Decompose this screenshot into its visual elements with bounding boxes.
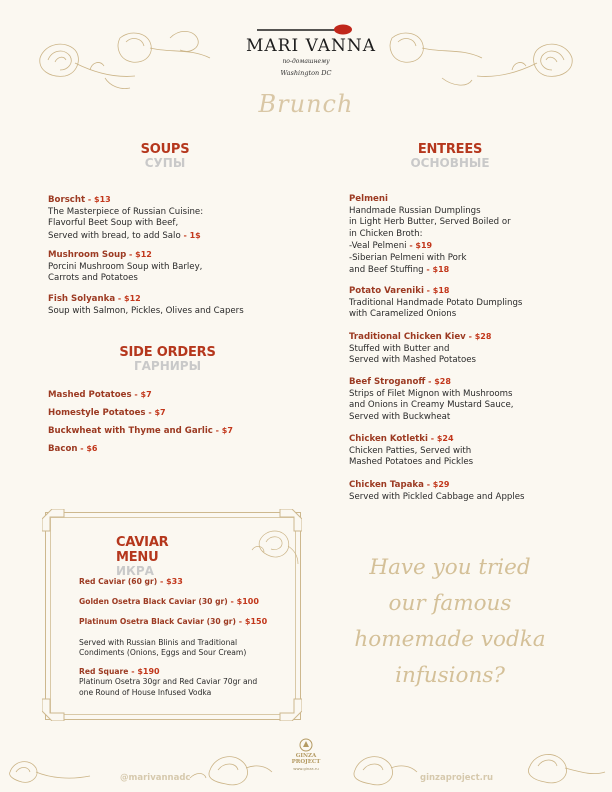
side-orders-title: SIDE ORDERS bbox=[119, 345, 216, 360]
floral-decoration-bottom-left bbox=[0, 742, 280, 792]
logo-city: Washington DC bbox=[280, 69, 332, 77]
item-name: Red Caviar (60 gr) bbox=[79, 577, 158, 586]
ginza-project-logo bbox=[285, 738, 327, 771]
item-desc: Stuffed with Butter and bbox=[349, 343, 450, 354]
item-desc: Served with Mashed Potatoes bbox=[349, 355, 477, 365]
item-option-price: $19 bbox=[415, 241, 433, 250]
item-price: $29 bbox=[432, 480, 450, 489]
item-desc: Flavorful Beet Soup with Beef, bbox=[48, 218, 179, 228]
ginza-crest-icon bbox=[299, 738, 313, 752]
floral-decoration-top-right bbox=[372, 18, 592, 98]
promo-line: homemade vodka bbox=[354, 627, 546, 652]
ginza-url: www.ginza.ru bbox=[293, 766, 319, 771]
item-price: $190 bbox=[137, 667, 160, 676]
caviar-served-with bbox=[79, 638, 246, 659]
menu-item: Beef Stroganoff - $28 Strips of Filet Mignon with Mushrooms and Onions in Creamy Mustard Sauce, Served with Buckwheat bbox=[349, 377, 514, 422]
item-name: Bacon bbox=[48, 444, 78, 454]
served-with-line: Served with Russian Blinis and Traditional bbox=[79, 638, 238, 647]
menu-item: Potato Vareniki - $18 Traditional Handmade Potato Dumplings with Caramelized Onions bbox=[349, 286, 523, 319]
item-name: Beef Stroganoff bbox=[349, 377, 426, 387]
floral-decoration-bottom-right bbox=[335, 742, 612, 792]
item-name: Golden Osetra Black Caviar (30 gr) bbox=[79, 597, 228, 606]
item-name: Traditional Chicken Kiev bbox=[349, 332, 466, 342]
menu-item: Mushroom Soup - $12 Porcini Mushroom Soup with Barley, Carrots and Potatoes bbox=[48, 250, 203, 283]
item-desc: Mashed Potatoes and Pickles bbox=[349, 457, 474, 467]
side-item: Mashed Potatoes - $7 bbox=[48, 390, 152, 400]
spoon-icon bbox=[251, 22, 361, 36]
item-desc: Porcini Mushroom Soup with Barley, bbox=[48, 261, 203, 272]
item-desc: The Masterpiece of Russian Cuisine: bbox=[48, 206, 204, 217]
item-price: $24 bbox=[436, 434, 454, 443]
item-price: $150 bbox=[244, 617, 268, 626]
item-desc: Chicken Patties, Served with bbox=[349, 445, 472, 456]
entrees-title: ENTREES bbox=[417, 142, 483, 157]
item-price: $18 bbox=[432, 286, 450, 295]
item-desc: Served with Pickled Cabbage and Apples bbox=[349, 491, 525, 502]
menu-item: Pelmeni Handmade Russian Dumplings in Light Herb Butter, Served Boiled or in Chicken Broth: -Veal Pelmeni - $19 -Siberian Pelmeni with Pork and Beef Stuffing - $18 bbox=[349, 194, 511, 275]
menu-item: Chicken Kotletki - $24 Chicken Patties, Served with Mashed Potatoes and Pickles bbox=[349, 434, 474, 467]
item-desc: Served with Buckwheat bbox=[349, 411, 451, 422]
item-price: $12 bbox=[135, 250, 152, 259]
item-price: $12 bbox=[124, 294, 141, 303]
entrees-title-ru: ОСНОВНЫЕ bbox=[410, 156, 490, 170]
item-price: $28 bbox=[434, 377, 451, 386]
floral-decoration-top-left bbox=[20, 18, 240, 98]
side-item: Homestyle Potatoes - $7 bbox=[48, 408, 166, 418]
vodka-promo bbox=[340, 550, 560, 694]
item-price: $7 bbox=[154, 408, 166, 417]
caviar-item: Red Caviar (60 gr) - $33 bbox=[79, 577, 183, 586]
item-price: $28 bbox=[474, 332, 492, 341]
item-desc: Carrots and Potatoes bbox=[48, 273, 138, 283]
soups-title: SOUPS bbox=[140, 142, 190, 157]
item-option: -Veal Pelmeni bbox=[349, 241, 407, 251]
item-option: -Siberian Pelmeni with Pork bbox=[349, 252, 467, 263]
item-price: $6 bbox=[86, 444, 98, 453]
logo-tagline: по-домашнему bbox=[282, 58, 330, 65]
item-name: Chicken Kotletki bbox=[349, 434, 428, 444]
item-option: and Beef Stuffing bbox=[349, 265, 424, 275]
item-name: Platinum Osetra Black Caviar (30 gr) bbox=[79, 617, 236, 626]
served-with-line: Condiments (Onions, Eggs and Sour Cream) bbox=[79, 648, 247, 658]
item-price: $7 bbox=[140, 390, 152, 399]
entrees-heading bbox=[395, 142, 505, 170]
ginza-name: GINZA bbox=[295, 753, 317, 759]
item-price: $100 bbox=[236, 597, 259, 606]
item-name: Fish Solyanka bbox=[48, 294, 116, 304]
promo-line: infusions? bbox=[395, 663, 505, 688]
item-extra-price: 1$ bbox=[189, 230, 201, 240]
item-desc: in Light Herb Butter, Served Boiled or bbox=[349, 217, 511, 227]
logo-name: MARI VANNA bbox=[246, 36, 377, 56]
item-desc: Strips of Filet Mignon with Mushrooms bbox=[349, 388, 513, 399]
instagram-handle[interactable]: @marivannadc bbox=[120, 773, 191, 783]
caviar-item: Golden Osetra Black Caviar (30 gr) - $100 bbox=[79, 597, 259, 606]
item-name: Potato Vareniki bbox=[349, 286, 424, 296]
item-price: $13 bbox=[94, 195, 111, 204]
item-desc: Platinum Osetra 30gr and Red Caviar 70gr and bbox=[79, 677, 258, 687]
side-orders-heading bbox=[100, 345, 235, 373]
menu-item: Chicken Tapaka - $29 Served with Pickled Cabbage and Apples bbox=[349, 480, 525, 502]
item-price: $7 bbox=[221, 426, 233, 435]
caviar-heading bbox=[116, 535, 212, 578]
caviar-floral-decoration bbox=[240, 520, 302, 570]
item-desc: with Caramelized Onions bbox=[349, 309, 457, 319]
item-option-price: $18 bbox=[432, 265, 450, 274]
item-name: Chicken Tapaka bbox=[349, 480, 424, 490]
caviar-item: Platinum Osetra Black Caviar (30 gr) - $150 bbox=[79, 617, 268, 626]
menu-item: Traditional Chicken Kiev - $28 Stuffed with Butter and Served with Mashed Potatoes bbox=[349, 332, 492, 365]
item-desc: Soup with Salmon, Pickles, Olives and Capers bbox=[48, 305, 244, 316]
caviar-title-ru: ИКРА bbox=[116, 564, 154, 578]
ginza-name: PROJECT bbox=[291, 759, 321, 765]
item-name: Buckwheat with Thyme and Garlic bbox=[48, 426, 213, 436]
caviar-title: CAVIAR MENU bbox=[116, 535, 169, 565]
promo-line: our famous bbox=[388, 591, 512, 616]
restaurant-logo bbox=[246, 22, 377, 77]
item-desc: and Onions in Creamy Mustard Sauce, bbox=[349, 400, 514, 410]
side-item: Bacon - $6 bbox=[48, 444, 98, 454]
website-link[interactable]: ginzaproject.ru bbox=[420, 773, 494, 783]
item-name: Red Square bbox=[79, 667, 129, 676]
item-name: Borscht bbox=[48, 195, 86, 205]
menu-item: Fish Solyanka - $12 Soup with Salmon, Pickles, Olives and Capers bbox=[48, 294, 244, 316]
soups-heading bbox=[110, 142, 220, 170]
item-desc: in Chicken Broth: bbox=[349, 228, 423, 239]
item-price: $33 bbox=[166, 577, 183, 586]
item-desc: Handmade Russian Dumplings bbox=[349, 205, 481, 216]
item-name: Mashed Potatoes bbox=[48, 390, 132, 400]
caviar-item: Red Square - $190 Platinum Osetra 30gr and Red Caviar 70gr and one Round of House Infused Vodka bbox=[79, 667, 258, 697]
menu-item: Borscht - $13 The Masterpiece of Russian Cuisine: Flavorful Beet Soup with Beef, Served with bread, to add Salo - 1$ bbox=[48, 195, 204, 241]
item-desc: Traditional Handmade Potato Dumplings bbox=[349, 297, 523, 308]
item-name: Homestyle Potatoes bbox=[48, 408, 146, 418]
item-name: Pelmeni bbox=[349, 194, 388, 204]
soups-title-ru: СУПЫ bbox=[144, 156, 186, 170]
item-name: Mushroom Soup bbox=[48, 250, 127, 260]
promo-line: Have you tried bbox=[369, 555, 531, 580]
side-orders-title-ru: ГАРНИРЫ bbox=[133, 359, 202, 373]
side-item: Buckwheat with Thyme and Garlic - $7 bbox=[48, 426, 233, 436]
menu-title: Brunch bbox=[258, 90, 354, 118]
item-desc: one Round of House Infused Vodka bbox=[79, 687, 212, 697]
item-extra: Served with bread, to add Salo bbox=[48, 230, 181, 241]
